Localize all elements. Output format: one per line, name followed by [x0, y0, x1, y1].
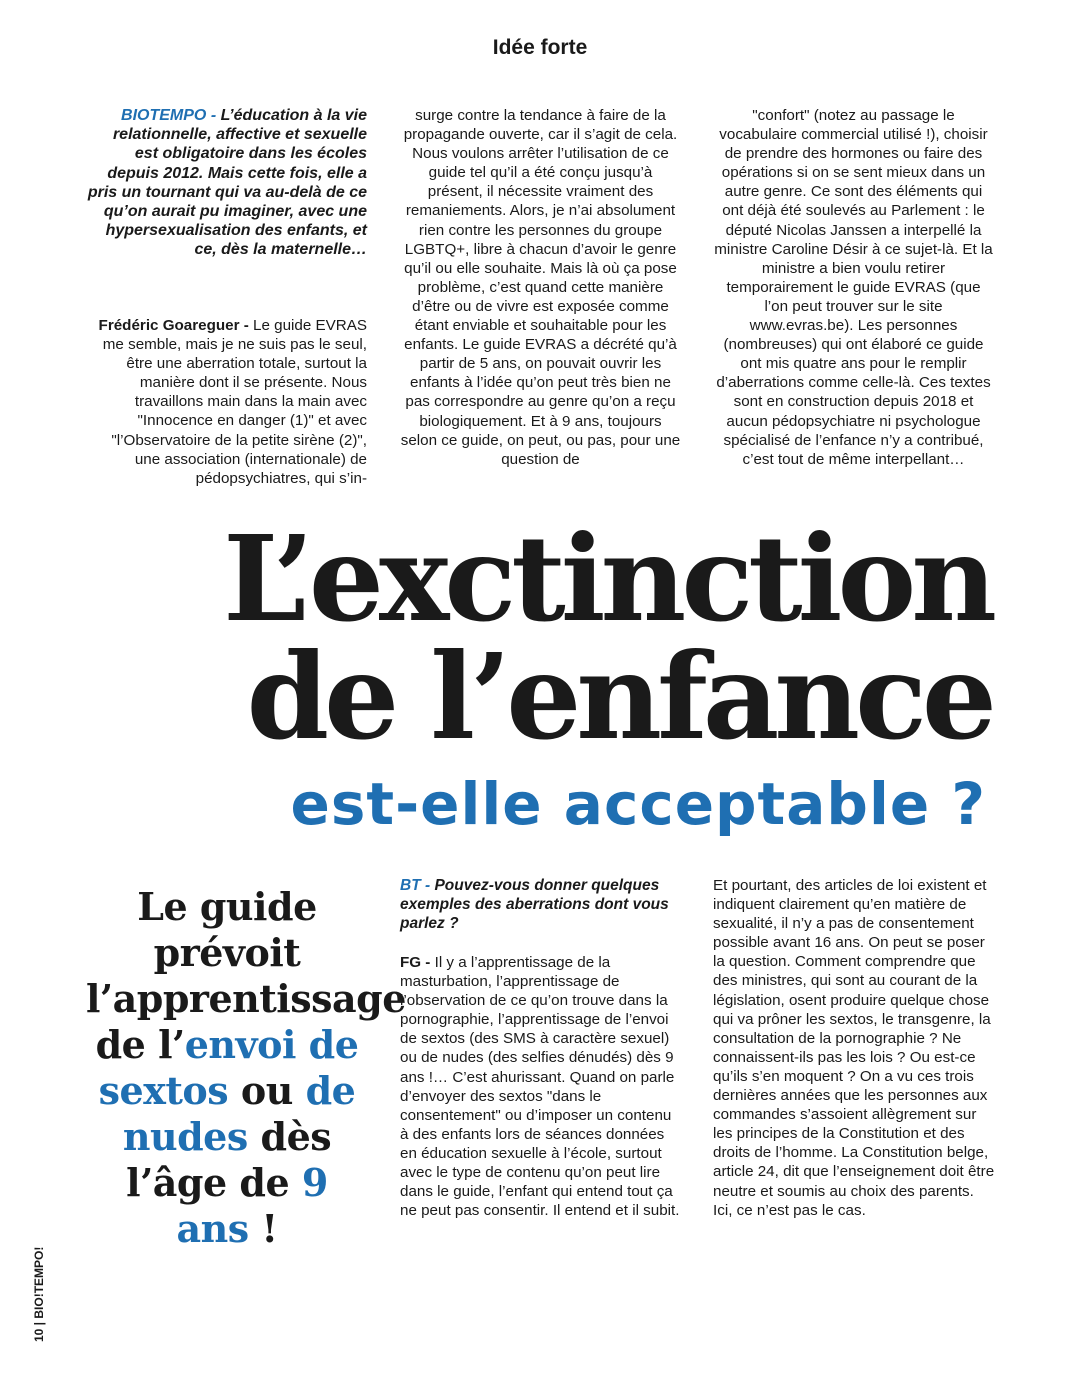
section-label: Idée forte — [492, 36, 588, 59]
pull-quote-part-2: ou — [228, 1068, 306, 1113]
answer1-speaker: Frédéric Goareguer - — [98, 317, 249, 334]
pull-quote-part-3: dès l’âge de — [126, 1114, 332, 1205]
answer1-column-2: surge contre la tendance à faire de la propagande ouverte, car il s’agit de cela. Nous voulons arrêter l’utilisation de ce guide tel qu’il a été conçu jusqu’à présent, il nécessite vraiment des remaniements. Alors, je n’ai absolument rien contre les personnes du groupe LGBTQ+, libre à chacun d’avoir le genre qu’il ou elle souhaite. Mais là où ça pose problème, c’est quand cette manière d’être ou de vivre est exposée comme étant enviable et souhaitable pour les enfants. Le guide EVRAS a décrété qu’à partir de 5 ans, on pouvait ouvrir les enfants à l’idée qu’on peut très bien ne pas correspondre au genre qu’on a reçu biologiquement. Et à 9 ans, toujours selon ce guide, on peut, ou pas, pour une question de — [400, 107, 681, 468]
intro-tag: BIOTEMPO - — [121, 107, 217, 124]
question-2 — [400, 876, 680, 933]
pull-quote — [86, 884, 406, 1252]
intro-question — [86, 106, 367, 260]
answer1-col1-text: Le guide EVRAS me semble, mais je ne suis pas le seul, être une aberration totale, surtout la manière dont il se présente. Nous travaillons main dans la main avec "Innocence en danger (1)" et avec "l’Observatoire de la petite sirène (2)", une association (internationale) de pédopsychiatres, qui s’in- — [102, 317, 367, 487]
intro-text: L’éducation à la vie relationnelle, affective et sexuelle est obligatoire dans les écoles depuis 2012. Mais cette fois, elle a pris un tournant qui va au-delà de ce qu’on aurait pu imaginer, avec une hypersexualisation des enfants, et ce, dès la maternelle… — [87, 107, 367, 259]
folio-text: 10 | BIO!TEMPO! — [32, 1246, 46, 1342]
headline-line-1: L’exctinction — [223, 509, 992, 648]
page-folio — [28, 1240, 44, 1340]
answer2-column-2 — [400, 953, 682, 1220]
answer1-column-3: "confort" (notez au passage le vocabulaire commercial utilisé !), choisir de prendre des hormones ou faire des opérations si on se sent mieux dans un autre genre. Ce sont des éléments qui ont déjà été soulevés au Parlement : le député Nicolas Janssen a interpellé la ministre Caroline Désir à ce sujet-là. Et la ministre a bien voulu retirer temporairement le guide EVRAS (que l’on peut trouver sur le site www.evras.be). Les personnes (nombreuses) qui ont élaboré ce guide ont mis quatre ans pour le remplir d’aberrations comme celle-là. Ces textes sont en construction depuis 2018 et aucun pédopsychiatre ni psychologue spécialisé de l’enfance n’y a contribué, c’est tout de même interpellant… — [714, 107, 993, 468]
answer2-text: Il y a l’apprentissage de la masturbation, l’apprentissage de l’observation de ce qu’on trouve dans la pornographie, l’apprentissage de l’envoi de sextos (des SMS à caractère sexuel) ou de nudes (des selfies dénudés) dès 9 ans !… C’est ahurissant. Quand on parle d’envoyer des sextos "dans le consentement" ou d’imposer un contenu à des enfants lors de séances données en éducation sexuelle à l’école, surtout avec le type de contenu qu’on peut lire dans le guide, l’enfant qui entend tout ça ne peut pas consentir. Il entend et il subit. — [400, 954, 680, 1220]
pull-quote-highlight-1: envoi de sextos — [98, 1022, 359, 1113]
pull-quote-part-1: Le guide prévoit l’apprentissage de l’ — [86, 884, 406, 1067]
question-2-text: Pouvez-vous donner quelques exemples des aberrations dont vous parlez ? — [400, 877, 669, 933]
question-2-tag: BT - — [400, 877, 431, 894]
headline — [223, 509, 992, 766]
headline-subtitle: est-elle acceptable ? — [290, 770, 986, 838]
answer1-column-1 — [86, 316, 367, 488]
pull-quote-highlight-2: de nudes — [122, 1068, 356, 1159]
answer2-speaker: FG - — [400, 954, 431, 971]
pull-quote-highlight-3: 9 ans — [176, 1160, 328, 1251]
headline-line-2: de l’enfance — [246, 627, 992, 766]
pull-quote-part-4: ! — [248, 1206, 278, 1251]
answer2-column-3: Et pourtant, des articles de loi existent et indiquent clairement qu’en matière de sexualité, il n’y a pas de consentement possible avant 16 ans. On peut se poser la question. Comment comprendre que des ministres, qui sont au courant de la législation, osent produire quelque chose qui va prôner les sextos, le transgenre, la consultation de la pornographie ? Ne connaissent-ils pas les lois ? Ou est-ce qu’ils s’en moquent ? On a vu ces trois dernières années que les personnes aux commandes s’assoient allègrement sur les principes de la Constitution et des droits de l’homme. La Constitution belge, article 24, dit que l’enseignement doit être neutre et soumis au choix des parents. Ici, ce n’est pas le cas. — [713, 877, 995, 1219]
